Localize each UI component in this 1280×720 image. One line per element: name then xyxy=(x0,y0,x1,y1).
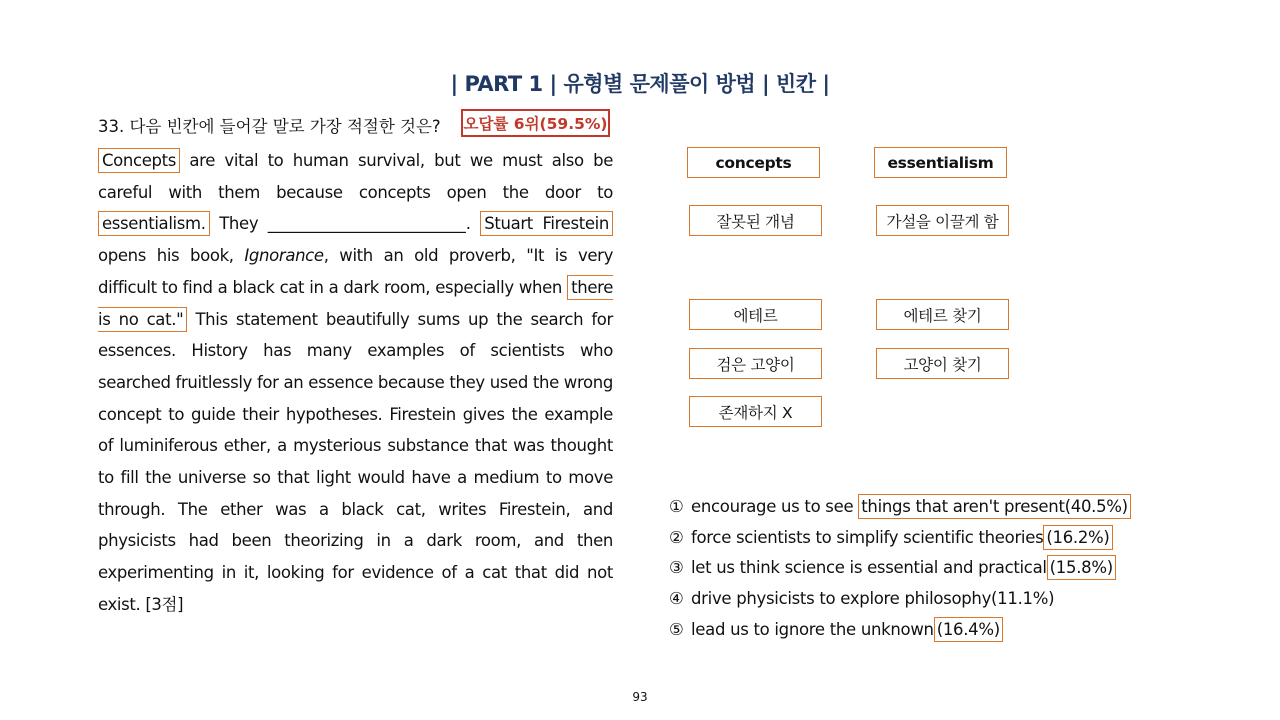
option-4 xyxy=(669,584,1131,615)
passage-text-6: This statement beautifully sums up the search for essences. History has many examples of scientists who searched fruitlessly for an essence because they used the wrong concept to guide their hypotheses. Firestein gives the example of luminiferous ether, a mysterious substance that was thought to fill the universe so that light would have a medium to move through. The ether was a black cat, writes Firestein, and physicists had been theorizing in a dark room, and then experimenting in it, looking for evidence of a cat that did not exist. [3점] xyxy=(98,309,613,614)
highlight-essentialism: essentialism. xyxy=(98,211,210,236)
note-find-cat: 고양이 찾기 xyxy=(876,348,1009,379)
highlight-no-cat: there is no cat." xyxy=(98,275,613,332)
note-lead-hypothesis: 가설을 이끌게 함 xyxy=(876,205,1009,236)
note-find-ether: 에테르 찾기 xyxy=(876,299,1009,330)
question-prompt: 33. 다음 빈칸에 들어갈 말로 가장 적절한 것은? xyxy=(98,117,441,136)
passage-text-4: opens his book, xyxy=(98,246,245,266)
note-ether: 에테르 xyxy=(689,299,822,330)
note-concepts: concepts xyxy=(687,147,820,178)
option-1-text: encourage us to see xyxy=(691,497,859,516)
passage-text-5: , with an old proverb, "It is very difficult to find a black cat in a dark room, especially when xyxy=(98,246,614,297)
option-2-text: force scientists to simplify scientific theories xyxy=(691,527,1044,547)
book-title-ignorance: Ignorance xyxy=(244,246,324,266)
answer-blank: ________________________ xyxy=(267,214,466,234)
note-not-exist: 존재하지 X xyxy=(689,396,822,427)
option-5-text: lead us to ignore the unknown xyxy=(691,619,934,639)
option-2-number: ② xyxy=(669,527,684,547)
note-black-cat: 검은 고양이 xyxy=(689,348,822,379)
option-5-boxed: (16.4%) xyxy=(934,617,1003,642)
passage-text-2: They xyxy=(209,214,268,234)
option-4-number: ④ xyxy=(669,589,684,609)
option-4-text: drive physicists to explore philosophy(11.1%) xyxy=(691,589,1055,609)
answer-options xyxy=(669,492,1131,645)
page-number: 93 xyxy=(632,690,648,704)
option-5-number: ⑤ xyxy=(669,619,684,639)
page-header-title: | PART 1 | 유형별 문제풀이 방법 | 빈칸 | xyxy=(450,72,830,96)
option-3-text: let us think science is essential and practical xyxy=(691,558,1047,578)
option-3 xyxy=(669,553,1131,584)
note-essentialism: essentialism xyxy=(874,147,1007,178)
option-1 xyxy=(669,492,1131,523)
option-5 xyxy=(669,615,1131,646)
highlight-stuart-firestein: Stuart Firestein xyxy=(480,211,613,236)
option-3-boxed: (15.8%) xyxy=(1047,555,1116,580)
reading-passage xyxy=(98,145,613,621)
option-1-number: ① xyxy=(669,497,684,516)
note-wrong-concept: 잘못된 개념 xyxy=(689,205,822,236)
passage-text-1: are vital to human survival, but we must also be careful with them because concepts open the door to xyxy=(98,151,613,202)
passage-text-3: . xyxy=(465,214,481,234)
highlight-concepts: Concepts xyxy=(98,148,180,173)
error-rate-badge: 오답률 6위(59.5%) xyxy=(461,109,610,137)
option-2-boxed: (16.2%) xyxy=(1043,525,1112,550)
option-2 xyxy=(669,523,1131,554)
option-1-boxed: things that aren't present(40.5%) xyxy=(858,494,1131,519)
option-3-number: ③ xyxy=(669,558,684,578)
